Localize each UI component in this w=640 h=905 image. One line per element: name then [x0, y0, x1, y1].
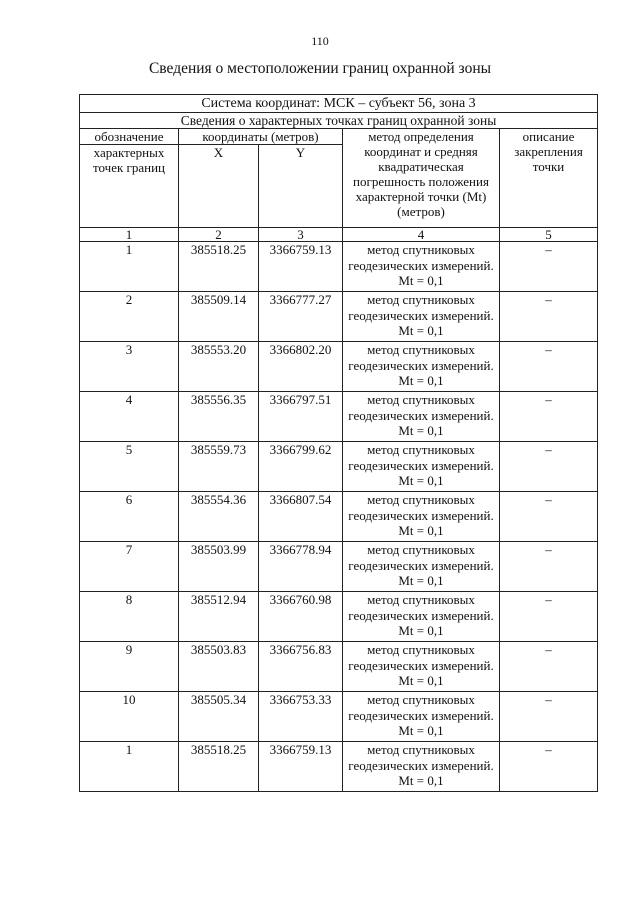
cell-fixing: –: [500, 542, 598, 592]
cell-x: 385556.35: [179, 392, 259, 442]
cell-method: метод спутниковых геодезических измерений. Mt = 0,1: [343, 242, 500, 292]
cell-point: 2: [80, 292, 179, 342]
table-row: [80, 592, 598, 642]
coordinates-table: [79, 94, 598, 792]
page-title: Сведения о местоположении границ охранной зоны: [148, 60, 492, 77]
column-numbers-row: [80, 228, 598, 242]
cell-point: 4: [80, 392, 179, 442]
coordinate-system-row: [80, 95, 598, 113]
cell-y: 3366759.13: [259, 742, 343, 792]
cell-method: метод спутниковых геодезических измерений. Mt = 0,1: [343, 592, 500, 642]
cell-fixing: –: [500, 242, 598, 292]
table-row: [80, 692, 598, 742]
cell-fixing: –: [500, 692, 598, 742]
column-number-1: 1: [80, 228, 179, 242]
cell-x: 385554.36: [179, 492, 259, 542]
cell-fixing: –: [500, 742, 598, 792]
cell-fixing: –: [500, 442, 598, 492]
header-method: метод определения координат и средняя квадратическая погрешность положения характерной точки (Mt) (метров): [343, 129, 500, 228]
cell-x: 385503.83: [179, 642, 259, 692]
table-row: [80, 292, 598, 342]
header-fixing: описание закрепления точки: [500, 129, 598, 228]
header-coordinates: координаты (метров): [179, 129, 343, 145]
cell-x: 385518.25: [179, 742, 259, 792]
cell-x: 385509.14: [179, 292, 259, 342]
table-row: [80, 742, 598, 792]
cell-x: 385512.94: [179, 592, 259, 642]
table-row: [80, 642, 598, 692]
cell-fixing: –: [500, 492, 598, 542]
cell-point: 7: [80, 542, 179, 592]
coordinate-system-cell: Система координат: МСК – субъект 56, зона 3: [80, 95, 598, 113]
cell-y: 3366759.13: [259, 242, 343, 292]
table-row: [80, 342, 598, 392]
column-number-3: 3: [259, 228, 343, 242]
cell-fixing: –: [500, 392, 598, 442]
cell-x: 385559.73: [179, 442, 259, 492]
cell-y: 3366753.33: [259, 692, 343, 742]
page-number: 110: [311, 34, 329, 48]
cell-y: 3366760.98: [259, 592, 343, 642]
table-row: [80, 542, 598, 592]
cell-y: 3366802.20: [259, 342, 343, 392]
cell-point: 10: [80, 692, 179, 742]
cell-method: метод спутниковых геодезических измерений. Mt = 0,1: [343, 692, 500, 742]
cell-x: 385553.20: [179, 342, 259, 392]
header-point-line2: характерных точек границ: [80, 145, 179, 228]
cell-method: метод спутниковых геодезических измерений. Mt = 0,1: [343, 442, 500, 492]
column-number-4: 4: [343, 228, 500, 242]
cell-x: 385505.34: [179, 692, 259, 742]
cell-point: 6: [80, 492, 179, 542]
cell-point: 1: [80, 242, 179, 292]
cell-point: 8: [80, 592, 179, 642]
cell-y: 3366799.62: [259, 442, 343, 492]
cell-point: 5: [80, 442, 179, 492]
cell-x: 385518.25: [179, 242, 259, 292]
cell-y: 3366797.51: [259, 392, 343, 442]
header-point-line1: обозначение: [80, 129, 179, 145]
header-row-top: [80, 129, 598, 145]
cell-point: 3: [80, 342, 179, 392]
cell-point: 1: [80, 742, 179, 792]
section-heading-cell: Сведения о характерных точках границ охранной зоны: [80, 113, 598, 129]
cell-fixing: –: [500, 292, 598, 342]
column-number-2: 2: [179, 228, 259, 242]
cell-fixing: –: [500, 342, 598, 392]
section-heading-row: [80, 113, 598, 129]
header-x: X: [179, 145, 259, 228]
cell-y: 3366777.27: [259, 292, 343, 342]
table-row: [80, 442, 598, 492]
cell-method: метод спутниковых геодезических измерений. Mt = 0,1: [343, 392, 500, 442]
cell-x: 385503.99: [179, 542, 259, 592]
cell-y: 3366778.94: [259, 542, 343, 592]
cell-fixing: –: [500, 592, 598, 642]
cell-y: 3366756.83: [259, 642, 343, 692]
table-row: [80, 392, 598, 442]
cell-method: метод спутниковых геодезических измерений. Mt = 0,1: [343, 342, 500, 392]
column-number-5: 5: [500, 228, 598, 242]
table-row: [80, 492, 598, 542]
cell-fixing: –: [500, 642, 598, 692]
cell-method: метод спутниковых геодезических измерений. Mt = 0,1: [343, 742, 500, 792]
header-y: Y: [259, 145, 343, 228]
cell-method: метод спутниковых геодезических измерений. Mt = 0,1: [343, 492, 500, 542]
cell-method: метод спутниковых геодезических измерений. Mt = 0,1: [343, 542, 500, 592]
table-row: [80, 242, 598, 292]
cell-method: метод спутниковых геодезических измерений. Mt = 0,1: [343, 642, 500, 692]
cell-point: 9: [80, 642, 179, 692]
cell-y: 3366807.54: [259, 492, 343, 542]
cell-method: метод спутниковых геодезических измерений. Mt = 0,1: [343, 292, 500, 342]
